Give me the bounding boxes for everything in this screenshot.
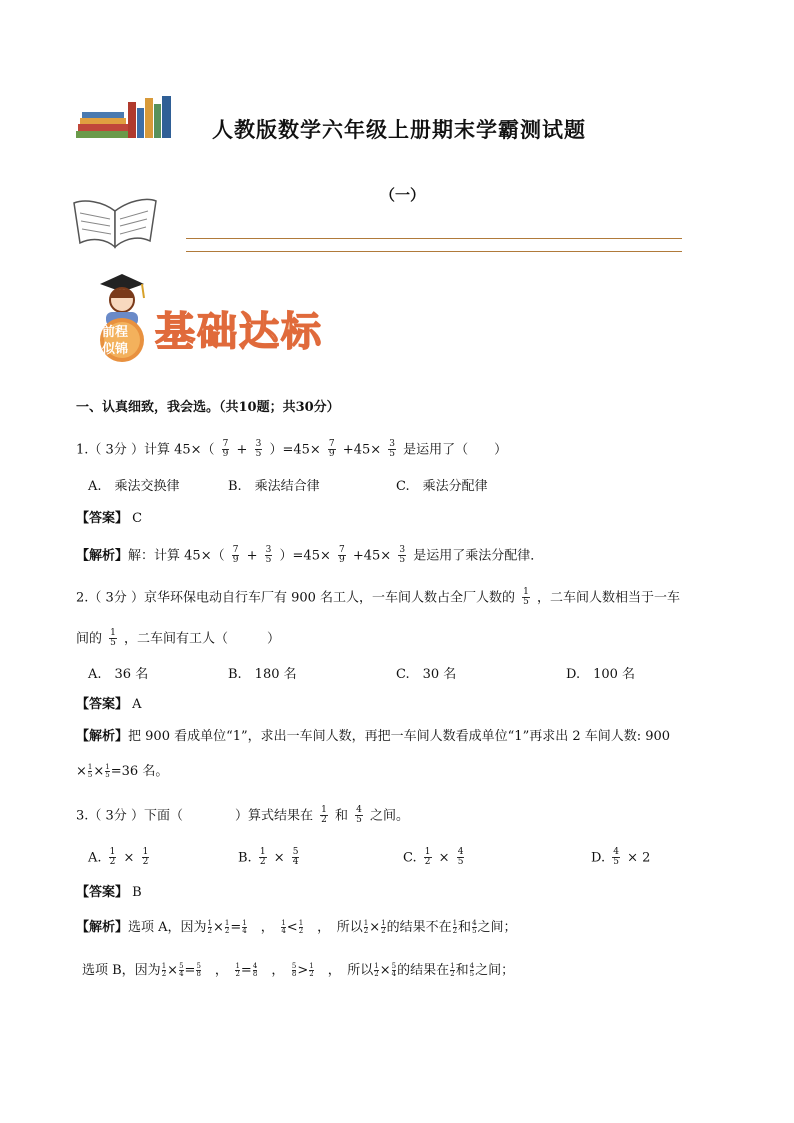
fraction: $\frac{1}{5}$ [110, 628, 116, 649]
badge-text-bottom: 似锦 [102, 342, 129, 357]
fraction: $\frac{1}{2}$ [142, 847, 149, 868]
fraction: $\frac{7}{9}$ [232, 545, 239, 566]
fraction: $\frac{3}{5}$ [265, 545, 272, 566]
divider-line [186, 238, 682, 239]
fraction: $\frac{1}{2}$ [321, 805, 327, 826]
fraction: $\frac{1}{5}$ [87, 763, 93, 779]
question-3: 3.（ 3分 ）下面（ ）算式结果在 $\frac{1}{2}$ 和 $\frac{4}{5}$ 之间。 [76, 805, 410, 826]
question-1: 1.（ 3分 ）计算 45×（ $\frac{7}{9}$ + $\frac{3}{5}$ ）=45× $\frac{7}{9}$ +45× $\frac{3}{5}$ 是运用了（ ） [76, 439, 508, 460]
option-a: A. $\frac{1}{2}$ × $\frac{1}{2}$ [88, 847, 149, 868]
answer: 【答案】 A [76, 697, 142, 712]
option-d: D. $\frac{4}{5}$ × 2 [591, 847, 651, 868]
analysis: 【解析】把 900 看成单位“1”，求出一车间人数，再把一车间人数看成单位“1”再求出 2 车间人数: 900 [76, 729, 671, 744]
option-d: D. 100 名 [566, 667, 636, 682]
option-a: A. 乘法交换律 [88, 479, 180, 494]
analysis: 【解析】解：计算 45×（ $\frac{7}{9}$ + $\frac{3}{5}$ ）=45× $\frac{7}{9}$ +45× $\frac{3}{5}$ 是运用了乘法分配律． [76, 545, 544, 566]
question-2: 2.（ 3分 ）京华环保电动自行车厂有 900 名工人，一车间人数占全厂人数的 $\frac{1}{5}$ ，二车间人数相当于一车 [76, 587, 681, 608]
fraction: $\frac{1}{2}$ [424, 847, 431, 868]
analysis: 【解析】选项 A，因为 $\frac{1}{2}$ × $\frac{1}{2}$ = $\frac{1}{4}$ ， $\frac{1}{4}$ < $\frac{1}{2}$ ， 所以 $\frac{1}{2}$ × $\frac{1}{2}$ 的结果不在 $\frac{1}{2}$ 和 $\frac{4}{5}$ 之间； [76, 919, 517, 935]
analysis-cont: × $\frac{1}{5}$ × $\frac{1}{5}$ =36 名。 [76, 763, 169, 779]
fraction: $\frac{4}{5}$ [356, 805, 362, 826]
fraction: $\frac{1}{5}$ [523, 587, 529, 608]
divider-line [186, 251, 682, 252]
fraction: $\frac{4}{5}$ [613, 847, 619, 868]
option-c: C. 30 名 [396, 667, 457, 682]
open-book-icon [70, 193, 160, 253]
section-heading: 一、认真细致，我会选。（共10题；共30分） [76, 400, 340, 415]
analysis-cont: 选项 B，因为 $\frac{1}{2}$ × $\frac{5}{4}$ = $\frac{5}{8}$ ， $\frac{1}{2}$ = $\frac{4}{8}$ ， $\frac{5}{8}$ > $\frac{1}{2}$ ， 所以 $\frac{1}{2}$ × $\frac{5}{4}$ 的结果在 $\frac{1}{2}$ 和 $\frac{4}{5}$ 之间； [82, 962, 515, 978]
answer: 【答案】 B [76, 885, 142, 900]
fraction: $\frac{4}{5}$ [457, 847, 464, 868]
page-title: 人教版数学六年级上册期末学霸测试题 [212, 117, 586, 142]
option-c: C. 乘法分配律 [396, 479, 488, 494]
section-banner-title: 基础达标 [155, 309, 323, 355]
page-subtitle: （一） [380, 186, 426, 204]
badge-text-top: 前程 [102, 325, 129, 340]
fraction: $\frac{3}{5}$ [399, 545, 406, 566]
books-stack-icon [76, 94, 176, 142]
question-2-cont: 间的 $\frac{1}{5}$ ，二车间有工人（ ） [76, 628, 281, 649]
option-c: C. $\frac{1}{2}$ × $\frac{4}{5}$ [403, 847, 464, 868]
fraction: $\frac{7}{9}$ [222, 439, 229, 460]
option-a: A. 36 名 [88, 667, 149, 682]
fraction: $\frac{1}{2}$ [259, 847, 266, 868]
fraction: $\frac{7}{9}$ [328, 439, 335, 460]
fraction: $\frac{1}{5}$ [105, 763, 110, 779]
fraction: $\frac{3}{5}$ [389, 439, 395, 460]
fraction: $\frac{1}{2}$ [109, 847, 116, 868]
option-b: B. 乘法结合律 [228, 479, 320, 494]
answer: 【答案】 C [76, 511, 143, 526]
option-b: B. $\frac{1}{2}$ × $\frac{5}{4}$ [238, 847, 299, 868]
option-b: B. 180 名 [228, 667, 297, 682]
fraction: $\frac{3}{5}$ [255, 439, 262, 460]
fraction: $\frac{5}{4}$ [292, 847, 299, 868]
fraction: $\frac{7}{9}$ [339, 545, 345, 566]
